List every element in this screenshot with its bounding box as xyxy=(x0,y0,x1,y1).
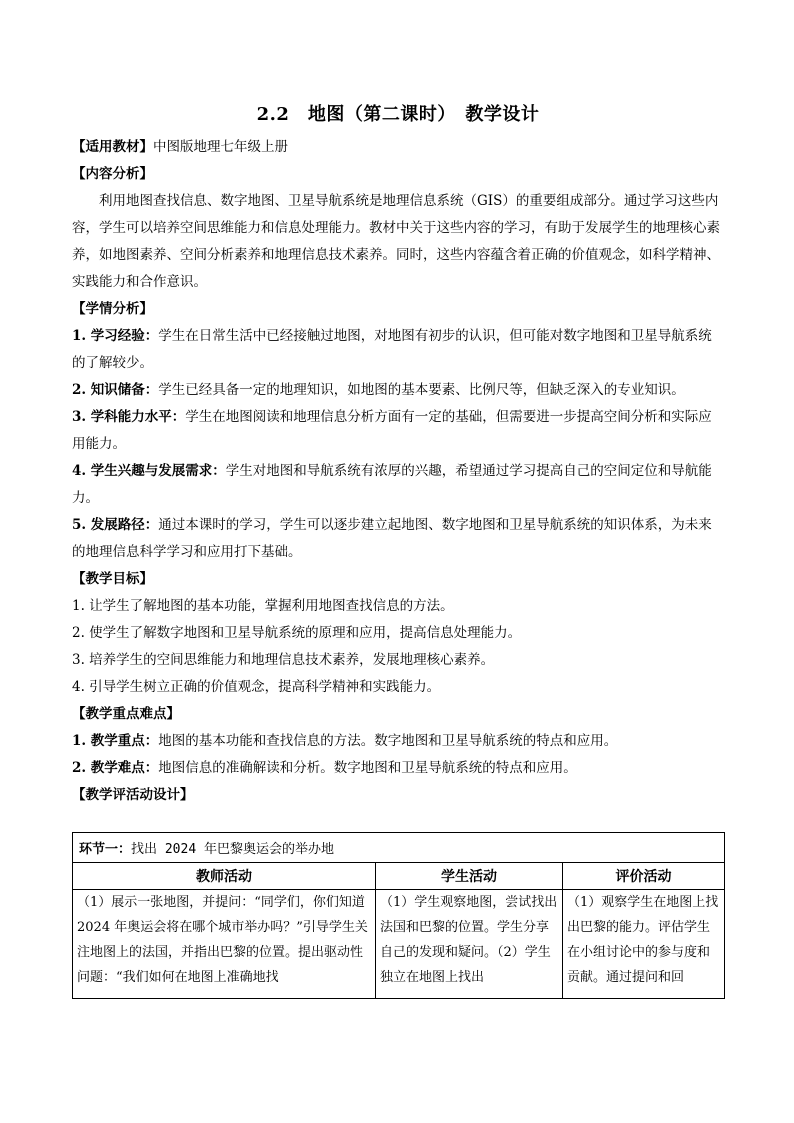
learner-item-label: 2. 知识储备： xyxy=(72,382,159,398)
learner-item-label: 4. 学生兴趣与发展需求： xyxy=(72,463,226,479)
learner-item xyxy=(72,404,724,458)
stage-row xyxy=(73,833,725,863)
stage-text: 找出 2024 年巴黎奥运会的举办地 xyxy=(131,842,334,857)
objective-item: 2. 使学生了解数字地图和卫星导航系统的原理和应用，提高信息处理能力。 xyxy=(72,625,522,641)
objectives-heading: 【教学目标】 xyxy=(72,571,153,587)
learner-item-text: 学生已经具备一定的地理知识，如地图的基本要素、比例尺等，但缺乏深入的专业知识。 xyxy=(158,382,685,398)
learner-item-label: 3. 学科能力水平： xyxy=(72,409,186,425)
key-point-label: 1. 教学重点： xyxy=(72,733,159,749)
content-analysis-text: 利用地图查找信息、数字地图、卫星导航系统是地理信息系统（GIS）的重要组成部分。通过学习这些内容，学生可以培养空间思维能力和信息处理能力。教材中关于这些内容的学习，有助于发展学生的地理核心素养，如地图素养、空间分析素养和地理信息技术素养。同时，这些内容蕴含着正确的价值观念，如科学精神、实践能力和合作意识。 xyxy=(72,193,720,290)
student-cell xyxy=(376,890,563,999)
learner-item-text: 学生对地图和导航系统有浓厚的兴趣，希望通过学习提高自己的空间定位和导航能力。 xyxy=(72,463,712,506)
key-points-heading: 【教学重点难点】 xyxy=(72,706,180,722)
learner-analysis-heading: 【学情分析】 xyxy=(72,301,153,317)
key-point-item xyxy=(72,755,724,782)
textbook-line xyxy=(72,134,724,161)
header-row xyxy=(73,863,725,890)
key-point-label: 2. 教学难点： xyxy=(72,760,159,776)
learner-item-text: 学生在地图阅读和地理信息分析方面有一定的基础，但需要进一步提高空间分析和实际应用能力。 xyxy=(72,409,712,452)
textbook-label: 【适用教材】 xyxy=(72,139,153,155)
header-evaluation: 评价活动 xyxy=(563,863,725,890)
teacher-activity: （1）展示一张地图，并提问：“同学们，你们知道 2024 年奥运会将在哪个城市举办吗？”引导学生关注地图上的法国，并指出巴黎的位置。提出驱动性问题：“我们如何在地图上准确地找 xyxy=(77,895,368,985)
stage-cell xyxy=(73,833,725,863)
key-point-text: 地图的基本功能和查找信息的方法。数字地图和卫星导航系统的特点和应用。 xyxy=(158,733,618,749)
table-row xyxy=(73,890,725,999)
learner-item-label: 5. 发展路径： xyxy=(72,517,159,533)
learner-item-text: 通过本课时的学习，学生可以逐步建立起地图、数字地图和卫星导航系统的知识体系，为未来的地理信息科学学习和应用打下基础。 xyxy=(72,517,712,560)
evaluation-cell xyxy=(563,890,725,999)
learner-item xyxy=(72,458,724,512)
student-activity: （1）学生观察地图，尝试找出法国和巴黎的位置。学生分享自己的发现和疑问。（2）学生独立在地图上找出 xyxy=(380,895,558,985)
page-title: 2.2 地图（第二课时） 教学设计 xyxy=(256,104,540,125)
learner-item-label: 1. 学习经验： xyxy=(72,328,159,344)
learner-item xyxy=(72,323,724,377)
activity-table xyxy=(72,832,725,999)
learner-item xyxy=(72,377,724,404)
learner-item xyxy=(72,512,724,566)
objective-item: 1. 让学生了解地图的基本功能，掌握利用地图查找信息的方法。 xyxy=(72,598,454,614)
learner-item-text: 学生在日常生活中已经接触过地图，对地图有初步的认识，但可能对数字地图和卫星导航系统的了解较少。 xyxy=(72,328,712,371)
evaluation-activity: （1）观察学生在地图上找出巴黎的能力。评估学生在小组讨论中的参与度和贡献。通过提问和回 xyxy=(567,895,719,985)
activity-design-heading: 【教学评活动设计】 xyxy=(72,787,194,803)
textbook-value: 中图版地理七年级上册 xyxy=(153,139,288,155)
header-student: 学生活动 xyxy=(376,863,563,890)
document-body xyxy=(72,100,724,809)
key-point-text: 地图信息的准确解读和分析。数字地图和卫星导航系统的特点和应用。 xyxy=(158,760,577,776)
stage-label: 环节一： xyxy=(79,842,132,857)
objective-item: 3. 培养学生的空间思维能力和地理信息技术素养，发展地理核心素养。 xyxy=(72,652,495,668)
header-teacher: 教师活动 xyxy=(73,863,376,890)
key-point-item xyxy=(72,728,724,755)
teacher-cell xyxy=(73,890,376,999)
content-analysis-heading: 【内容分析】 xyxy=(72,166,153,182)
objective-item: 4. 引导学生树立正确的价值观念，提高科学精神和实践能力。 xyxy=(72,679,441,695)
